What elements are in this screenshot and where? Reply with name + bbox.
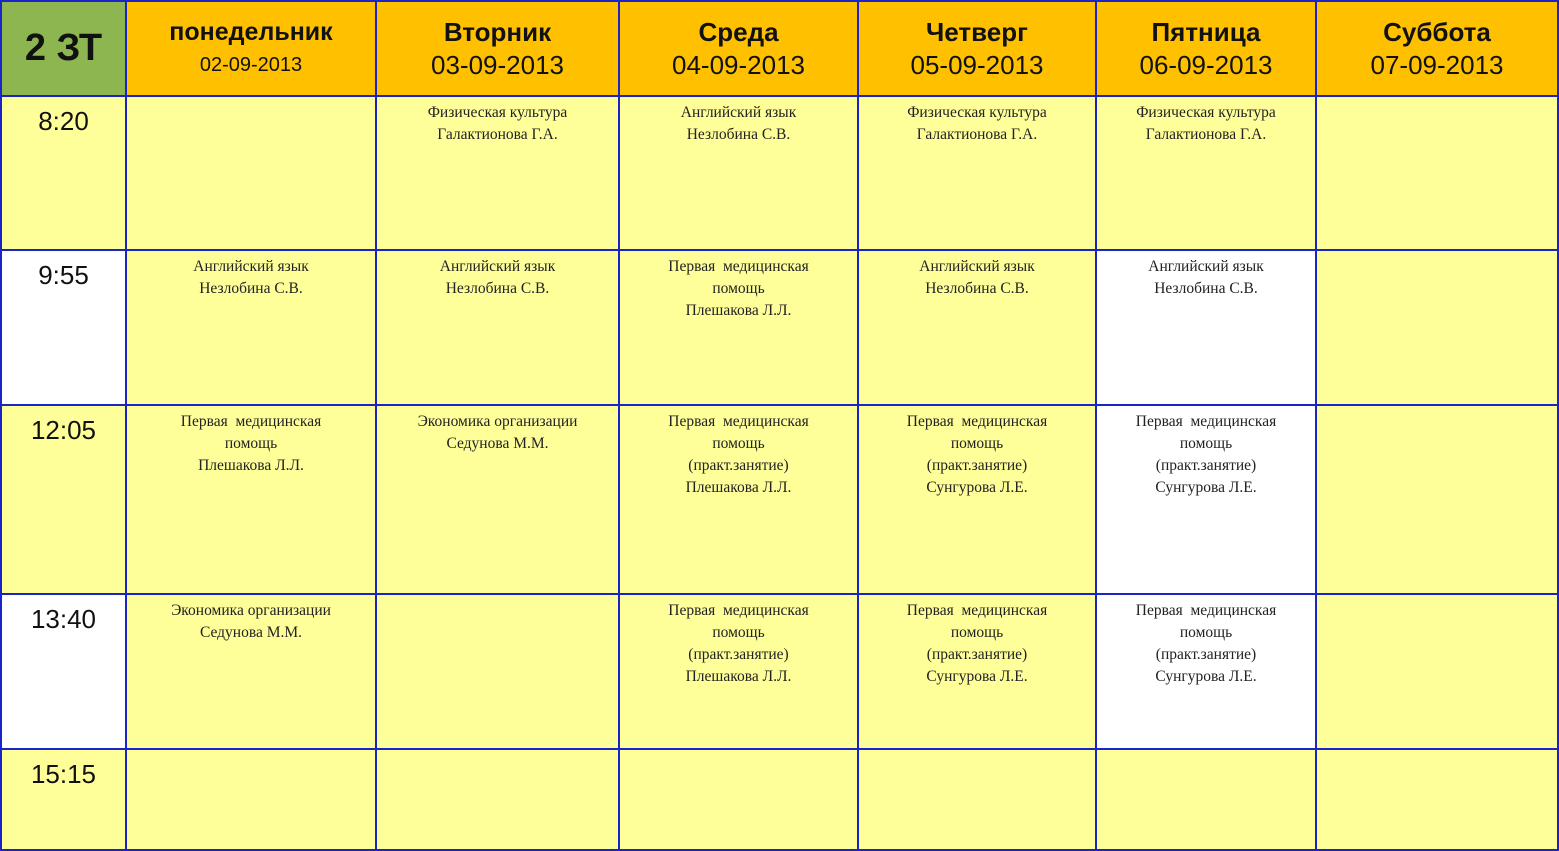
lesson-line: Незлобина С.В. (925, 280, 1029, 297)
lesson-line: Незлобина С.В. (199, 280, 303, 297)
day-date: 07-09-2013 (1370, 49, 1504, 80)
lesson-line: Незлобина С.В. (445, 280, 550, 297)
lesson-line: Плешакова Л.Л. (685, 479, 792, 496)
lesson-cell (1317, 251, 1559, 406)
lesson-cell (127, 595, 377, 750)
lesson-line: (практ.занятие) (688, 457, 789, 474)
day-name: понедельник (169, 17, 333, 46)
lesson-cell (620, 595, 859, 750)
lesson-line: Физическая культура (427, 104, 568, 121)
lesson-cell (859, 595, 1097, 750)
lesson-line: (практ.занятие) (688, 646, 789, 663)
lesson-line: Первая медицинская (1135, 413, 1277, 430)
day-name: Четверг (926, 16, 1028, 47)
lesson-line: Галактионова Г.А. (916, 126, 1038, 143)
day-header-thursday (859, 0, 1097, 97)
lesson-cell (377, 406, 620, 595)
lesson-cell (1317, 750, 1559, 851)
lesson-line: помощь (224, 435, 278, 452)
lesson-line: (практ.занятие) (926, 646, 1028, 663)
lesson-line: Английский язык (1148, 258, 1264, 275)
lesson-line: Английский язык (193, 258, 309, 275)
lesson-line: Сунгурова Л.Е. (1155, 668, 1257, 685)
lesson-line: Галактионова Г.А. (1145, 126, 1267, 143)
lesson-line: Седунова М.М. (199, 624, 303, 641)
time-slot: 15:15 (0, 750, 127, 851)
day-header-friday (1097, 0, 1317, 97)
day-date: 02-09-2013 (199, 53, 303, 76)
lesson-cell (859, 750, 1097, 851)
lesson-cell (1097, 750, 1317, 851)
lesson-cell (620, 406, 859, 595)
lesson-line: Экономика организации (417, 413, 578, 430)
lesson-cell (127, 406, 377, 595)
lesson-line: Первая медицинская (906, 602, 1048, 619)
day-name: Суббота (1383, 16, 1491, 47)
lesson-cell (859, 406, 1097, 595)
lesson-cell (1097, 97, 1317, 251)
lesson-cell (620, 251, 859, 406)
lesson-line: Физическая культура (1136, 104, 1276, 121)
lesson-line: (практ.занятие) (1155, 457, 1257, 474)
lesson-line: Сунгурова Л.Е. (926, 479, 1028, 496)
day-header-saturday (1317, 0, 1559, 97)
lesson-line: Сунгурова Л.Е. (926, 668, 1028, 685)
lesson-cell (377, 750, 620, 851)
lesson-line: Первая медицинская (180, 413, 322, 430)
lesson-line: (практ.занятие) (1155, 646, 1257, 663)
lesson-line: помощь (712, 624, 765, 641)
day-header-tuesday (377, 0, 620, 97)
lesson-line: помощь (950, 624, 1004, 641)
lesson-cell (1097, 251, 1317, 406)
day-date: 03-09-2013 (431, 49, 564, 80)
day-date: 05-09-2013 (910, 49, 1044, 80)
lesson-line: Английский язык (439, 258, 556, 275)
lesson-cell (127, 97, 377, 251)
lesson-line: Первая медицинская (668, 258, 809, 275)
lesson-line: (практ.занятие) (926, 457, 1028, 474)
lesson-line: Плешакова Л.Л. (685, 302, 792, 319)
lesson-cell (1317, 406, 1559, 595)
time-slot: 12:05 (0, 406, 127, 595)
lesson-cell (1097, 595, 1317, 750)
day-date: 06-09-2013 (1139, 49, 1273, 80)
lesson-line: Экономика организации (171, 602, 331, 619)
lesson-line: помощь (1179, 624, 1233, 641)
lesson-line: Первая медицинская (668, 602, 809, 619)
lesson-line: помощь (712, 280, 765, 297)
lesson-line: Галактионова Г.А. (437, 126, 558, 143)
lesson-cell (1317, 97, 1559, 251)
lesson-line: Незлобина С.В. (1154, 280, 1258, 297)
lesson-line: Седунова М.М. (446, 435, 549, 452)
lesson-cell (620, 97, 859, 251)
lesson-line: Первая медицинская (906, 413, 1048, 430)
lesson-cell (859, 251, 1097, 406)
lesson-line: Сунгурова Л.Е. (1155, 479, 1257, 496)
group-label: 2 ЗТ (0, 0, 127, 97)
day-name: Пятница (1151, 16, 1261, 47)
lesson-line: Физическая культура (907, 104, 1047, 121)
time-slot: 9:55 (0, 251, 127, 406)
day-header-wednesday (620, 0, 859, 97)
lesson-line: помощь (712, 435, 765, 452)
lesson-line: Английский язык (919, 258, 1035, 275)
lesson-line: помощь (950, 435, 1004, 452)
day-name: Среда (698, 16, 779, 47)
lesson-cell (1097, 406, 1317, 595)
day-date: 04-09-2013 (672, 49, 805, 80)
lesson-cell (127, 251, 377, 406)
time-slot: 13:40 (0, 595, 127, 750)
lesson-line: Первая медицинская (1135, 602, 1277, 619)
lesson-cell (127, 750, 377, 851)
lesson-cell (377, 251, 620, 406)
lesson-cell (859, 97, 1097, 251)
lesson-line: Незлобина С.В. (686, 126, 791, 143)
lesson-cell (1317, 595, 1559, 750)
day-name: Вторник (443, 16, 552, 47)
lesson-line: Английский язык (680, 104, 797, 121)
lesson-cell (377, 97, 620, 251)
lesson-line: Первая медицинская (668, 413, 809, 430)
day-header-monday (127, 0, 377, 97)
lesson-cell (377, 595, 620, 750)
lesson-line: помощь (1179, 435, 1233, 452)
lesson-cell (620, 750, 859, 851)
lesson-line: Плешакова Л.Л. (198, 457, 304, 474)
time-slot: 8:20 (0, 97, 127, 251)
lesson-line: Плешакова Л.Л. (685, 668, 792, 685)
